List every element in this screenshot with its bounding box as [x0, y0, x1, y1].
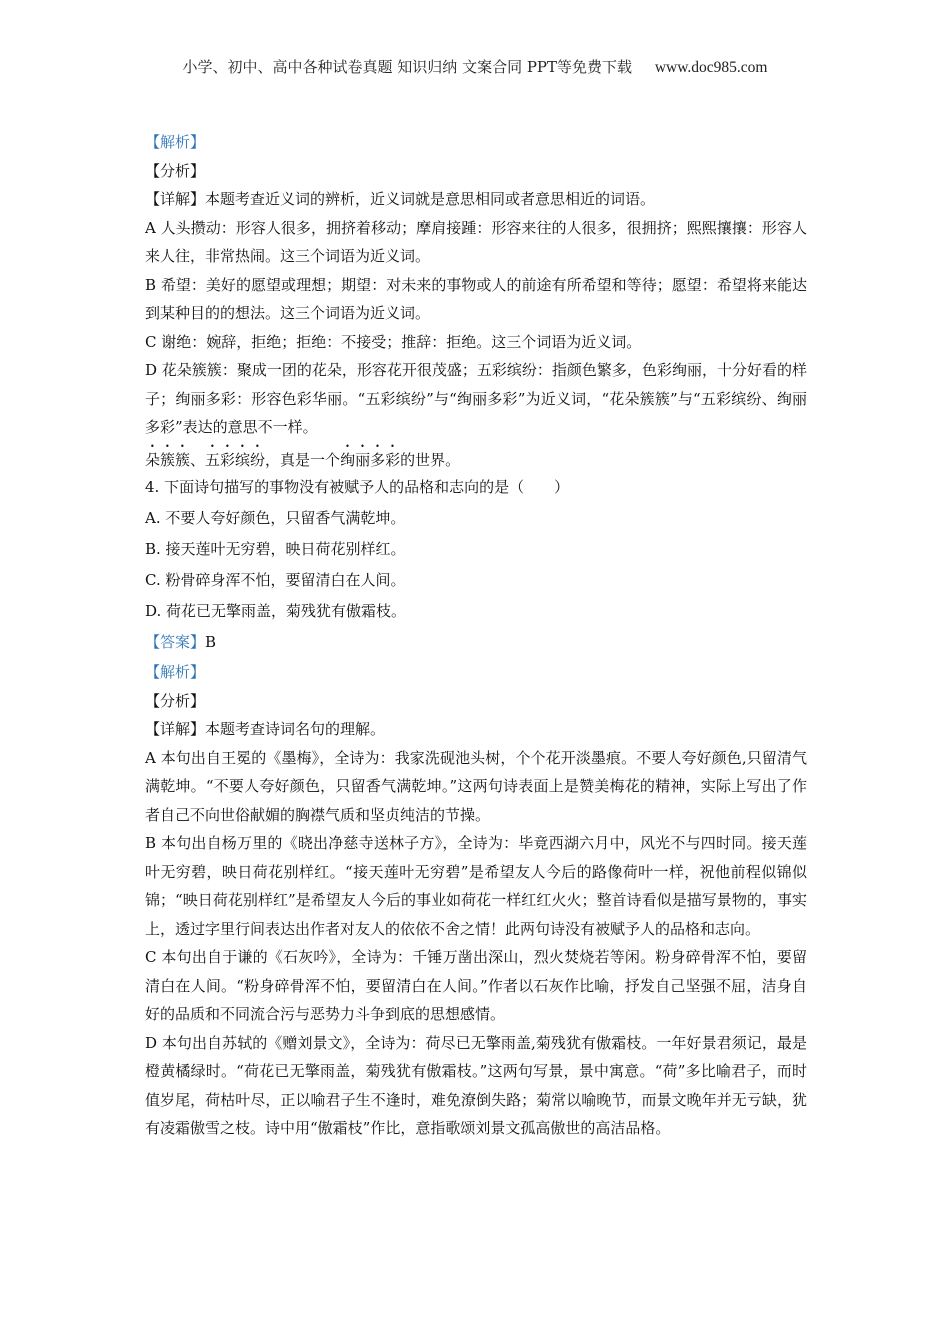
header-text: 小学、初中、高中各种试卷真题 知识归纳 文案合同 PPT等免费下载	[182, 58, 633, 76]
q4-answer-label: 【答案】	[145, 633, 206, 651]
page-header	[0, 56, 950, 77]
q4-explain-c: C 本句出自于谦的《石灰吟》，全诗为：千锤万凿出深山，烈火焚烧若等闲。粉身碎骨浑不怕，要留清白在人间。“粉身碎骨浑不怕，要留清白在人间。”作者以石灰作比喻，抒发自己坚强不屈，洁身自好的品质和不同流合污与恶势力斗争到底的思想感情。	[145, 948, 807, 1023]
plain-3: 的世界。	[400, 450, 461, 469]
q4-option-d: D. 荷花已无擎雨盖，菊残犹有傲霜枝。	[145, 602, 407, 620]
q4-answer	[145, 627, 807, 658]
q4-explain-b: B 本句出自杨万里的《晓出净慈寺送林子方》，全诗为：毕竟西湖六月中，风光不与四时同。接天莲叶无穷碧，映日荷花别样红。“接天莲叶无穷碧”是希望友人今后的路像荷叶一样，祝他前程似锦似锦；“映日荷花别样红”是希望友人今后的事业如荷花一样红红火火；整首诗看似是描写景物的，事实上，透过字里行间表达出作者对友人的依依不舍之情！此两句诗没有被赋予人的品格和志向。	[145, 834, 807, 938]
plain-1: 、	[190, 450, 206, 469]
header-site-link[interactable]: www.doc985.com	[654, 59, 768, 76]
q4-option-c: C. 粉骨碎身浑不怕，要留清白在人间。	[145, 571, 406, 589]
q4-option-b: B. 接天莲叶无穷碧，映日荷花别样红。	[145, 540, 406, 558]
q4-option-a: A. 不要人夸好颜色，只留香气满乾坤。	[145, 509, 406, 527]
q4-jiexi-label: 【解析】	[145, 663, 206, 681]
q3-fenxi-label: 【分析】	[145, 161, 206, 180]
q3-explain-a: A 人头攒动：形容人很多，拥挤着移动；摩肩接踵：形容来往的人很多，很拥挤；熙熙攘攘：形容人来人往，非常热闹。这三个词语为近义词。	[145, 218, 807, 265]
q4-answer-value: B	[205, 633, 217, 651]
plain-2: ，真是一个	[265, 450, 341, 469]
q4-detail-text: 本题考查诗词名句的理解。	[205, 720, 386, 738]
q3-explain-c: C 谢绝：婉辞，拒绝；拒绝：不接受；推辞：拒绝。这三个词语为近义词。	[145, 332, 642, 351]
q3-explain-b: B 希望：美好的愿望或理想；期望：对未来的事物或人的前途有所希望和等待；愿望：希望将来能达到某种目的的想法。这三个词语为近义词。	[145, 275, 807, 322]
emphasis-3: 绚丽多彩	[340, 450, 401, 469]
q4-detail	[145, 715, 807, 744]
q3-example-sentence	[145, 442, 807, 471]
q3-explain-d: D 花朵簇簇：聚成一团的花朵，形容花开很茂盛；五彩缤纷：指颜色繁多，色彩绚丽，十分好看的样子；绚丽多彩：形容色彩华丽。“五彩缤纷”与“绚丽多彩”为近义词，“花朵簇簇”与“五彩缤纷、绚丽多彩”表达的意思不一样。	[145, 361, 807, 436]
document-body	[145, 128, 807, 1143]
q3-detail	[145, 185, 807, 214]
q4-fenxi-label: 【分析】	[145, 691, 206, 710]
emphasis-1: 朵簇簇	[145, 450, 191, 469]
q4-explain-a: A 本句出自王冕的《墨梅》，全诗为：我家洗砚池头树，个个花开淡墨痕。不要人夸好颜色,只留清气满乾坤。“不要人夸好颜色，只留香气满乾坤。”这两句诗表面上是赞美梅花的精神，实际上写出了作者自己不向世俗献媚的胸襟气质和坚贞纯洁的节操。	[145, 748, 807, 824]
q4-question: 4. 下面诗句描写的事物没有被赋予人的品格和志向的是（ ）	[145, 478, 570, 496]
q3-detail-label: 【详解】	[145, 190, 206, 208]
q3-jiexi-label: 【解析】	[145, 133, 206, 151]
emphasis-2: 五彩缤纷	[205, 450, 266, 469]
q4-detail-label: 【详解】	[145, 720, 206, 738]
q4-explain-d: D 本句出自苏轼的《赠刘景文》，全诗为：荷尽已无擎雨盖,菊残犹有傲霜枝。一年好景君须记，最是橙黄橘绿时。“荷花已无擎雨盖，菊残犹有傲霜枝。”这两句写景，景中寓意。“荷”多比喻君子，而时值岁尾，荷枯叶尽，正以喻君子生不逢时，难免潦倒失路；菊常以喻晚节，而景文晚年并无亏缺，犹有凌霜傲雪之枝。诗中用“傲霜枝”作比，意指歌颂刘景文孤高傲世的高洁品格。	[145, 1033, 807, 1137]
q3-detail-text: 本题考查近义词的辨析，近义词就是意思相同或者意思相近的词语。	[205, 190, 656, 208]
